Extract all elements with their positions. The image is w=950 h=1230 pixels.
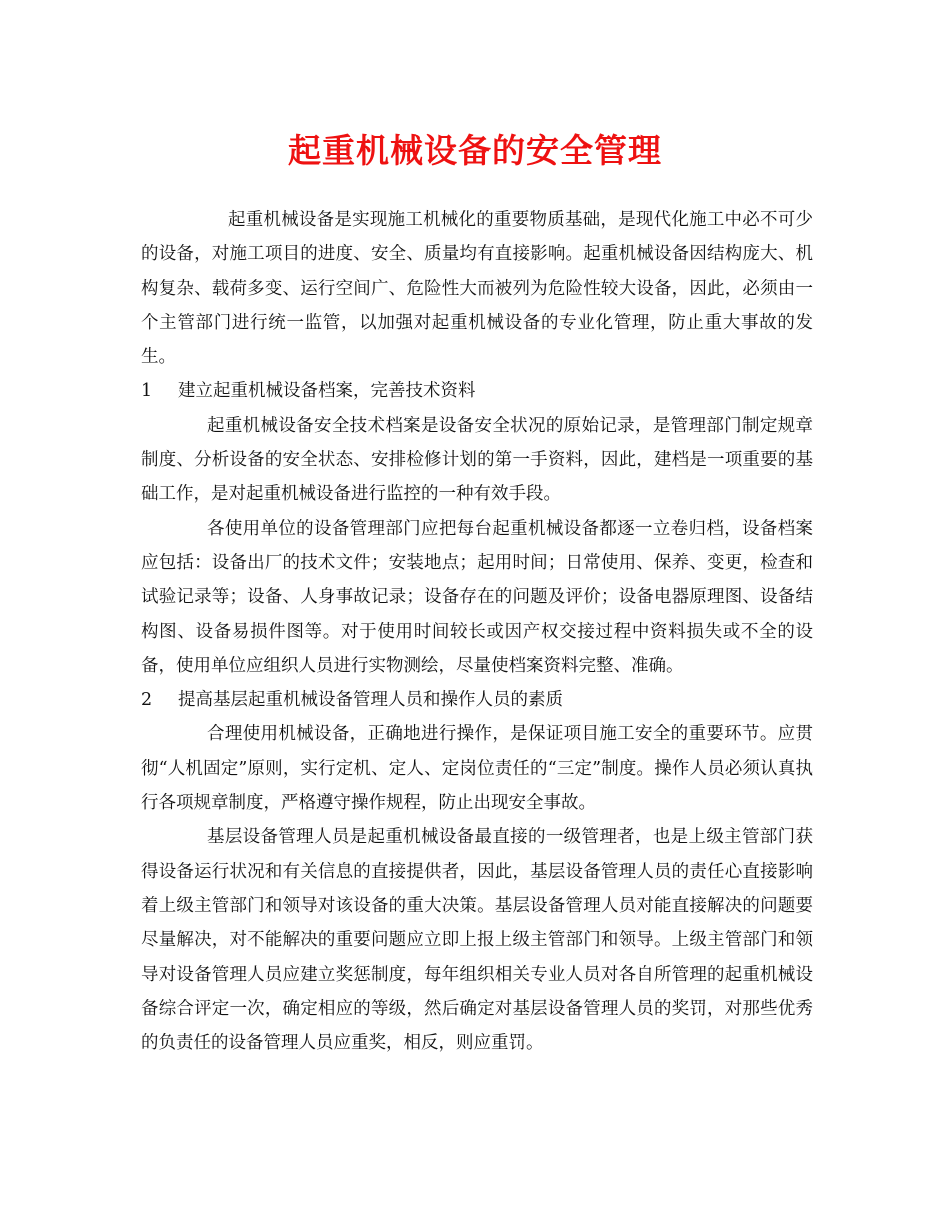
section-heading-text: 建立起重机械设备档案，完善技术资料 (178, 381, 476, 402)
intro-paragraph: 起重机械设备是实现施工机械化的重要物质基础，是现代化施工中必不可少的设备，对施工项目的进度、安全、质量均有直接影响。起重机械设备因结构庞大、机构复杂、载荷多变、运行空间广、危险性大而被列为危险性较大设备，因此，必须由一个主管部门进行统一监管，以加强对起重机械设备的专业化管理，防止重大事故的发生。 (141, 210, 813, 368)
section-heading-1 (141, 374, 813, 408)
body-paragraph: 各使用单位的设备管理部门应把每台起重机械设备都逐一立卷归档，设备档案应包括：设备出厂的技术文件；安装地点；起用时间；日常使用、保养、变更，检查和试验记录等；设备、人身事故记录；设备存在的问题及评价；设备电器原理图、设备结构图、设备易损件图等。对于使用时间较长或因产权交接过程中资料损失或不全的设备，使用单位应组织人员进行实物测绘，尽量使档案资料完整、准确。 (141, 518, 813, 676)
section-number: 1 (141, 381, 153, 402)
body-paragraph: 起重机械设备安全技术档案是设备安全状况的原始记录，是管理部门制定规章制度、分析设备的安全状态、安排检修计划的第一手资料，因此，建档是一项重要的基础工作，是对起重机械设备进行监控的一种有效手段。 (141, 415, 813, 505)
document-title: 起重机械设备的安全管理 (288, 131, 662, 170)
body-paragraph: 合理使用机械设备，正确地进行操作，是保证项目施工安全的重要环节。应贯彻“人机固定”原则，实行定机、定人、定岗位责任的“三定”制度。操作人员必须认真执行各项规章制度，严格遵守操作规程，防止出现安全事故。 (141, 724, 813, 814)
section-heading-2 (141, 683, 813, 717)
section-heading-text: 提高基层起重机械设备管理人员和操作人员的素质 (178, 690, 563, 711)
body-paragraph: 基层设备管理人员是起重机械设备最直接的一级管理者，也是上级主管部门获得设备运行状况和有关信息的直接提供者，因此，基层设备管理人员的责任心直接影响着上级主管部门和领导对该设备的重大决策。基层设备管理人员对能直接解决的问题要尽量解决，对不能解决的重要问题应立即上报上级主管部门和领导。上级主管部门和领导对设备管理人员应建立奖惩制度，每年组织相关专业人员对各自所管理的起重机械设备综合评定一次，确定相应的等级，然后确定对基层设备管理人员的奖罚，对那些优秀的负责任的设备管理人员应重奖，相反，则应重罚。 (141, 827, 813, 1054)
section-number: 2 (141, 690, 153, 711)
document-body (141, 203, 813, 1060)
